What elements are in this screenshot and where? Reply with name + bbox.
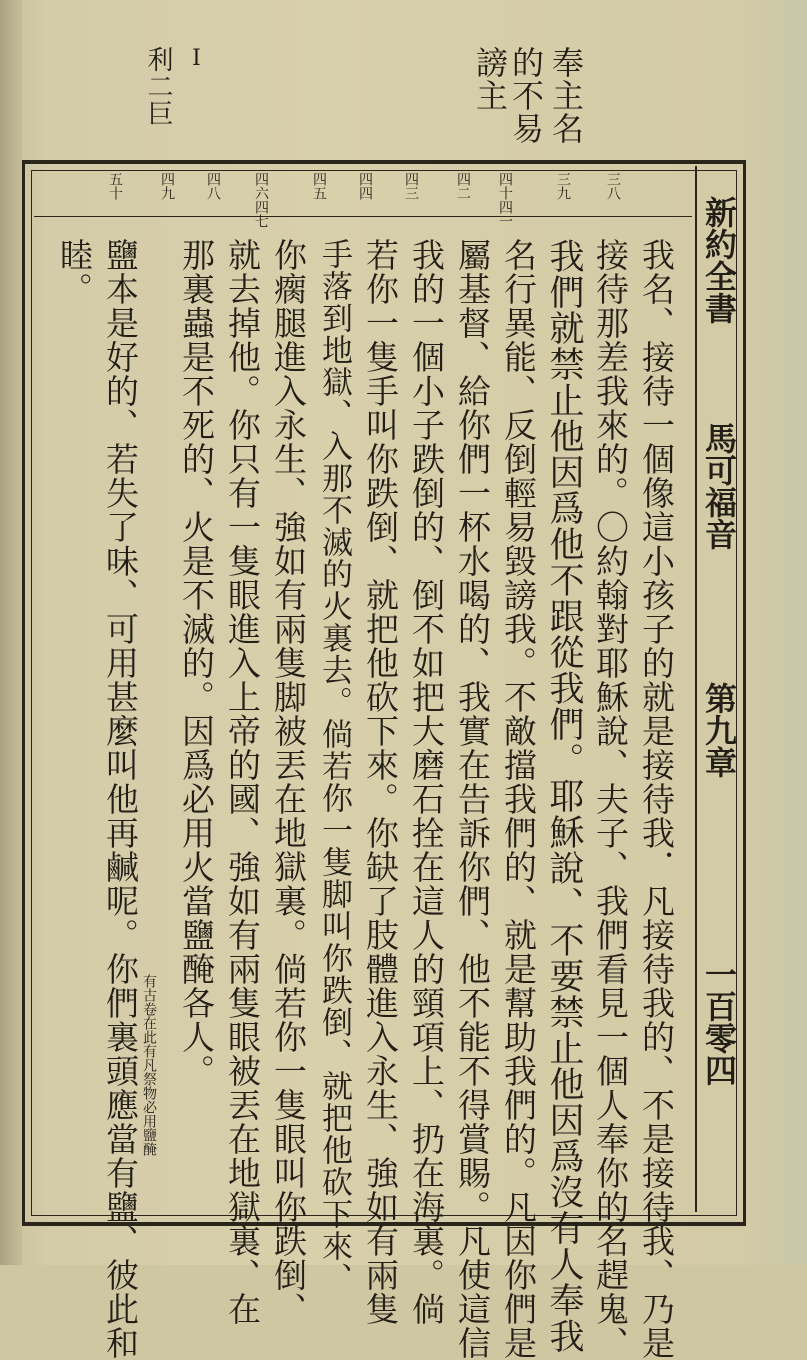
- text-column: 接待那差我來的。〇約翰對耶穌說、夫子、我們看見一個人奉你的名趕鬼、: [591, 238, 630, 1360]
- text-column: 手落到地獄、入那不滅的火裏去。倘若你一隻脚叫你跌倒、就把他砍下來、: [316, 238, 352, 1294]
- marginal-note-line: 的不易: [507, 46, 545, 145]
- text-column: 你瘸腿進入永生、強如有兩隻脚被丟在地獄裏。倘若你一隻眼叫你跌倒、: [269, 238, 308, 1326]
- text-column: 我們就禁止他因爲他不跟從我們。耶穌說、不要禁止他因爲沒有人奉我: [544, 238, 584, 1354]
- verse-number: 四四: [357, 172, 373, 200]
- text-column: 屬基督、給你們一杯水喝的、我實在告訴你們、他不能不得賞賜。凡使這信: [453, 238, 492, 1360]
- footnote: 有古卷在此有凡祭物必用鹽醃: [141, 974, 157, 1156]
- verse-number: 四三: [403, 172, 419, 200]
- text-column: 就去掉他。你只有一隻眼進入上帝的國、強如有兩隻眼被丟在地獄裏、在: [223, 238, 262, 1326]
- verse-number: 四九: [159, 172, 175, 200]
- text-column: 名行異能、反倒輕易毀謗我。不敵擋我們的、就是幫助我們的。凡因你們是: [499, 238, 538, 1360]
- text-column: 我名、接待一個像這小孩子的就是接待我．凡接待我的、不是接待我、乃是: [637, 238, 676, 1360]
- text-column: 我的一個小子跌倒的、倒不如把大磨石拴在這人的頸項上、扔在海裏。倘: [407, 238, 446, 1326]
- verse-number: 四八: [205, 172, 221, 200]
- verse-number: 四六四七: [253, 172, 269, 228]
- chapter-heading: 第九章: [700, 682, 738, 778]
- verse-number: 三八: [605, 172, 621, 200]
- cross-ref-mark: I: [184, 46, 209, 72]
- header-divider: [695, 166, 697, 1212]
- text-column: 睦。: [55, 238, 94, 306]
- cross-reference: 利二巨: [143, 46, 173, 127]
- verse-number: 四二: [455, 172, 471, 200]
- text-column: 若你一隻手叫你跌倒、就把他砍下來。你缺了肢體進入永生、強如有兩隻: [361, 238, 400, 1326]
- page-number: 一百零四: [700, 958, 738, 1086]
- verse-number: 三九: [555, 172, 571, 200]
- verse-number: 四十四一: [497, 172, 513, 228]
- running-header-gospel: 馬可福音: [700, 422, 738, 550]
- text-column: 鹽本是好的、若失了味、可用甚麼叫他再鹹呢。你們裏頭應當有鹽、彼此和: [101, 238, 140, 1360]
- verse-number: 四五: [311, 172, 327, 200]
- verse-number-rule: [34, 216, 692, 217]
- facing-page-edge: [749, 0, 807, 1265]
- marginal-note-line: 奉主名: [547, 46, 585, 145]
- text-column: 那裏蟲是不死的、火是不滅的。因爲必用火當鹽醃各人。: [177, 238, 216, 1088]
- running-header-book: 新約全書: [700, 196, 738, 324]
- marginal-note-line: 謗主: [471, 46, 509, 112]
- binding-shadow: [0, 0, 22, 1265]
- verse-number: 五十: [107, 172, 123, 200]
